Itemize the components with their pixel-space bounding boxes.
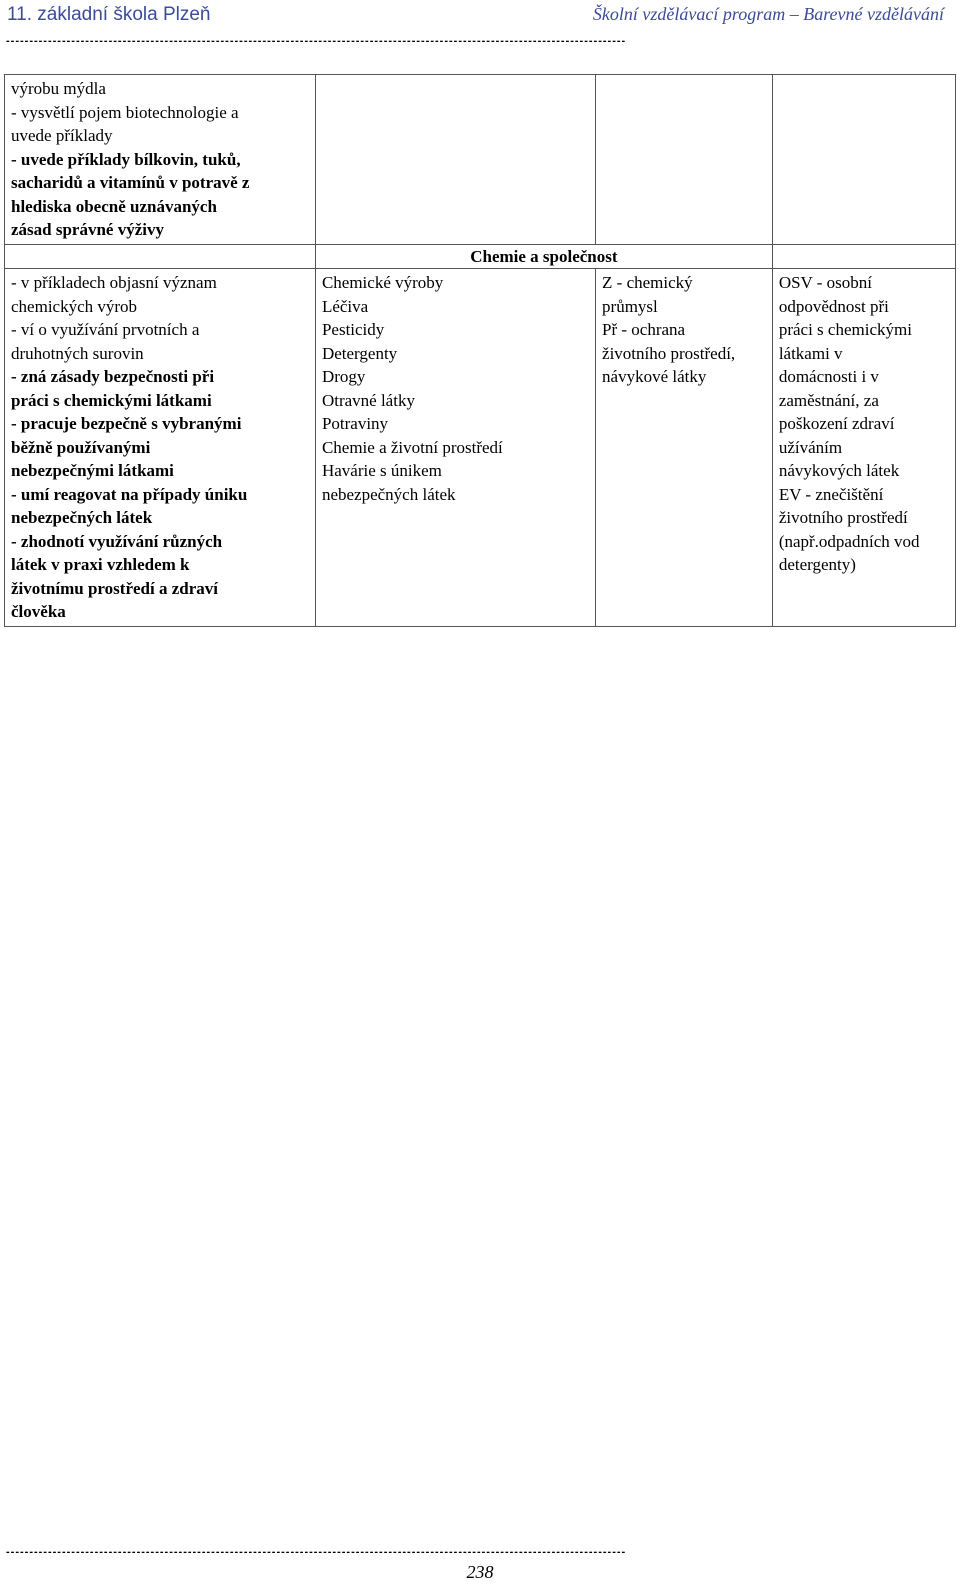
text-line: - uvede příklady bílkovin, tuků, <box>11 149 241 169</box>
text-line: - umí reagovat na případy úniku <box>11 484 248 504</box>
text-line: životnímu prostředí a zdraví <box>11 578 218 598</box>
text-line: Havárie s únikem <box>321 461 442 480</box>
text-line: poškození zdraví <box>778 414 895 433</box>
text-line: Př - ochrana <box>602 320 686 339</box>
table-row-bottom <box>5 269 956 627</box>
page-number: 238 <box>466 1562 494 1582</box>
text-line: Chemie a životní prostředí <box>321 437 503 457</box>
themes-cell-top <box>772 75 955 245</box>
text-line: člověka <box>11 602 66 621</box>
text-line: Detergenty <box>321 343 398 363</box>
curriculum-table <box>4 74 956 627</box>
text-line: návykových látek <box>778 461 900 480</box>
text-line: výrobu mýdla <box>11 79 106 98</box>
text-line: sacharidů a vitamínů v potravě z <box>11 173 250 192</box>
text-line: práci s chemickými látkami <box>11 390 212 410</box>
text-line: látkami v <box>778 343 843 363</box>
text-line: druhotných surovin <box>11 343 144 363</box>
section-row <box>5 244 956 269</box>
text-line: detergenty) <box>778 555 856 574</box>
topics-cell <box>315 269 595 627</box>
text-line: odpovědnost při <box>778 296 889 316</box>
text-line: hlediska obecně uznávaných <box>11 196 217 216</box>
footer-divider: ------------------------------------------------------------------------------------------------------------------------------------- <box>6 1546 627 1558</box>
text-line: užíváním <box>778 437 843 457</box>
text-line: - vysvětlí pojem biotechnologie a <box>11 102 239 122</box>
text-line: návykové látky <box>602 367 707 386</box>
text-line: Potraviny <box>321 414 389 433</box>
text-line: nebezpečných látek <box>11 508 153 527</box>
text-line: látek v praxi vzhledem k <box>11 555 190 574</box>
cross-subject-cell-top <box>596 75 773 245</box>
text-line: chemických výrob <box>11 296 138 316</box>
text-line: OSV - osobní <box>778 273 873 292</box>
text-line: zásad správné výživy <box>11 220 164 239</box>
text-line: životního prostředí <box>778 508 908 527</box>
text-line: Chemické výroby <box>321 273 444 292</box>
text-line: průmysl <box>602 296 658 316</box>
cross-subject-cell <box>596 269 773 627</box>
school-name: 11. základní škola Plzeň <box>7 4 211 25</box>
topics-cell-top <box>315 75 595 245</box>
text-line: Drogy <box>321 367 366 386</box>
themes-cell <box>772 269 955 627</box>
text-line: Otravné látky <box>321 390 415 410</box>
text-line: Pesticidy <box>321 320 385 339</box>
text-line: zaměstnání, za <box>778 390 879 410</box>
text-line: - zhodnotí využívání různých <box>11 531 223 551</box>
text-line: EV - znečištění <box>778 484 884 504</box>
text-line: - pracuje bezpečně s vybranými <box>11 414 242 433</box>
outcomes-cell-top <box>5 75 316 245</box>
text-line: práci s chemickými <box>778 320 912 339</box>
text-line: běžně používanými <box>11 437 151 457</box>
text-line: - zná zásady bezpečnosti při <box>11 367 215 386</box>
header-divider: ------------------------------------------------------------------------------------------------------------------------------------- <box>6 35 627 47</box>
text-line: nebezpečnými látkami <box>11 461 174 480</box>
text-line: uvede příklady <box>11 126 113 145</box>
table-row-top <box>5 75 956 245</box>
text-line: Z - chemický <box>602 273 693 292</box>
text-line: domácnosti i v <box>778 367 879 386</box>
section-spacer-right <box>772 244 955 269</box>
section-title: Chemie a společnost <box>315 244 772 269</box>
section-spacer-left <box>5 244 316 269</box>
outcomes-cell <box>5 269 316 627</box>
text-line: (např.odpadních vod <box>778 531 920 551</box>
text-line: - v příkladech objasní význam <box>11 273 217 292</box>
text-line: nebezpečných látek <box>321 484 456 504</box>
program-name: Školní vzdělávací program – Barevné vzdělávání <box>592 4 944 24</box>
page-header <box>0 2 960 32</box>
text-line: životního prostředí, <box>602 343 736 363</box>
text-line: Léčiva <box>321 296 369 316</box>
text-line: - ví o využívání prvotních a <box>11 320 200 339</box>
